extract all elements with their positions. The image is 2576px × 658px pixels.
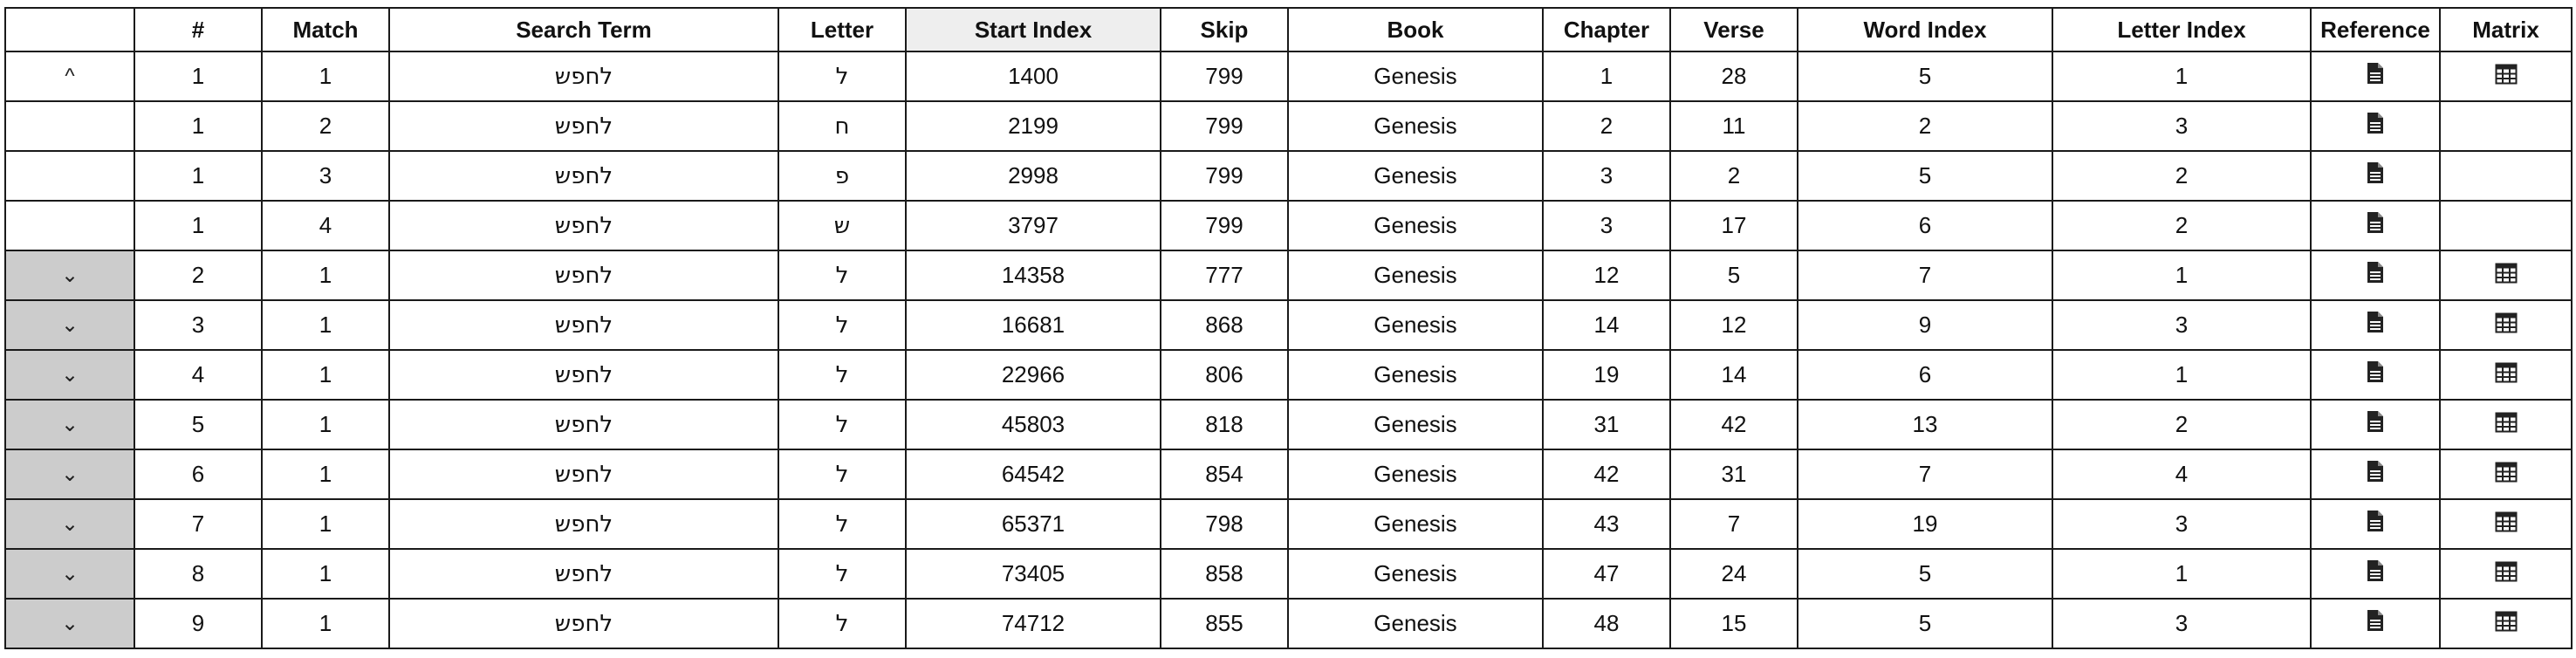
document-icon[interactable] xyxy=(2366,460,2385,489)
letter-index-cell: 1 xyxy=(2052,250,2311,300)
grid-icon[interactable] xyxy=(2495,511,2518,538)
letter-cell: ש xyxy=(778,201,906,250)
chapter-cell: 19 xyxy=(1543,350,1670,400)
number-cell: 8 xyxy=(134,549,262,599)
number-cell: 1 xyxy=(134,51,262,101)
letter-cell: ל xyxy=(778,350,906,400)
skip-cell: 806 xyxy=(1161,350,1288,400)
match-cell: 1 xyxy=(262,599,389,648)
grid-icon[interactable] xyxy=(2495,561,2518,588)
book-cell: Genesis xyxy=(1288,250,1543,300)
collapse-row-toggle[interactable]: ^ xyxy=(5,51,134,101)
letter-index-cell: 3 xyxy=(2052,599,2311,648)
start-index-cell: 65371 xyxy=(906,499,1161,549)
chapter-column-header[interactable]: Chapter xyxy=(1543,8,1670,51)
letter-column-header[interactable]: Letter xyxy=(778,8,906,51)
match-cell: 1 xyxy=(262,449,389,499)
match-cell: 1 xyxy=(262,549,389,599)
number-cell: 7 xyxy=(134,499,262,549)
document-icon[interactable] xyxy=(2366,211,2385,240)
word-index-cell: 7 xyxy=(1798,449,2052,499)
grid-icon[interactable] xyxy=(2495,263,2518,290)
number-cell: 1 xyxy=(134,151,262,201)
match-cell: 1 xyxy=(262,51,389,101)
skip-cell: 818 xyxy=(1161,400,1288,449)
matrix-cell xyxy=(2440,101,2572,151)
verse-cell: 15 xyxy=(1670,599,1798,648)
book-cell: Genesis xyxy=(1288,151,1543,201)
chapter-cell: 3 xyxy=(1543,201,1670,250)
verse-cell: 24 xyxy=(1670,549,1798,599)
search-term-cell: לחפש xyxy=(389,449,778,499)
grid-icon[interactable] xyxy=(2495,412,2518,439)
reference-cell xyxy=(2311,51,2440,101)
letter-index-cell: 1 xyxy=(2052,51,2311,101)
word-index-cell: 5 xyxy=(1798,599,2052,648)
matrix-cell xyxy=(2440,300,2572,350)
grid-icon[interactable] xyxy=(2495,611,2518,638)
number-column-header[interactable]: # xyxy=(134,8,262,51)
matrix-cell xyxy=(2440,499,2572,549)
table-row xyxy=(5,449,2572,499)
book-cell: Genesis xyxy=(1288,350,1543,400)
word-index-cell: 9 xyxy=(1798,300,2052,350)
chapter-cell: 2 xyxy=(1543,101,1670,151)
verse-cell: 28 xyxy=(1670,51,1798,101)
table-row xyxy=(5,101,2572,151)
number-cell: 9 xyxy=(134,599,262,648)
start-index-cell: 16681 xyxy=(906,300,1161,350)
letter-cell: ל xyxy=(778,499,906,549)
table-row xyxy=(5,350,2572,400)
verse-cell: 42 xyxy=(1670,400,1798,449)
document-icon[interactable] xyxy=(2366,609,2385,638)
matrix-cell xyxy=(2440,449,2572,499)
search-term-cell: לחפש xyxy=(389,201,778,250)
verse-column-header[interactable]: Verse xyxy=(1670,8,1798,51)
start-index-cell: 74712 xyxy=(906,599,1161,648)
grid-icon[interactable] xyxy=(2495,362,2518,389)
table-row xyxy=(5,400,2572,449)
word-index-cell: 5 xyxy=(1798,51,2052,101)
start-index-cell: 22966 xyxy=(906,350,1161,400)
skip-cell: 799 xyxy=(1161,151,1288,201)
document-icon[interactable] xyxy=(2366,559,2385,588)
grid-icon[interactable] xyxy=(2495,312,2518,339)
letter-index-cell: 3 xyxy=(2052,101,2311,151)
number-cell: 4 xyxy=(134,350,262,400)
reference-cell xyxy=(2311,250,2440,300)
word-index-cell: 6 xyxy=(1798,350,2052,400)
letter-index-cell: 4 xyxy=(2052,449,2311,499)
document-icon[interactable] xyxy=(2366,261,2385,290)
matrix-cell xyxy=(2440,51,2572,101)
reference-cell xyxy=(2311,151,2440,201)
table-row xyxy=(5,549,2572,599)
letter-cell: ל xyxy=(778,250,906,300)
book-cell: Genesis xyxy=(1288,549,1543,599)
chapter-cell: 48 xyxy=(1543,599,1670,648)
search-term-cell: לחפש xyxy=(389,499,778,549)
book-cell: Genesis xyxy=(1288,201,1543,250)
document-icon[interactable] xyxy=(2366,112,2385,141)
verse-cell: 2 xyxy=(1670,151,1798,201)
start-index-cell: 1400 xyxy=(906,51,1161,101)
expand-row-toggle[interactable]: ⌄ xyxy=(5,250,134,300)
document-icon[interactable] xyxy=(2366,161,2385,190)
matrix-cell xyxy=(2440,151,2572,201)
book-cell: Genesis xyxy=(1288,300,1543,350)
reference-cell xyxy=(2311,599,2440,648)
skip-cell: 798 xyxy=(1161,499,1288,549)
letter-index-cell: 1 xyxy=(2052,549,2311,599)
verse-cell: 31 xyxy=(1670,449,1798,499)
book-cell: Genesis xyxy=(1288,101,1543,151)
expand-row-toggle[interactable]: ⌄ xyxy=(5,350,134,400)
start-index-cell: 14358 xyxy=(906,250,1161,300)
expand-row-toggle[interactable]: ⌄ xyxy=(5,549,134,599)
letter-index-cell: 3 xyxy=(2052,499,2311,549)
search-term-cell: לחפש xyxy=(389,400,778,449)
skip-cell: 799 xyxy=(1161,51,1288,101)
number-cell: 5 xyxy=(134,400,262,449)
expand-row-toggle[interactable]: ⌄ xyxy=(5,599,134,648)
start-index-cell: 45803 xyxy=(906,400,1161,449)
letter-index-cell: 1 xyxy=(2052,350,2311,400)
number-cell: 3 xyxy=(134,300,262,350)
document-icon[interactable] xyxy=(2366,311,2385,339)
letter-cell: ל xyxy=(778,549,906,599)
document-icon[interactable] xyxy=(2366,360,2385,389)
table-body xyxy=(5,51,2572,648)
match-cell: 4 xyxy=(262,201,389,250)
reference-cell xyxy=(2311,499,2440,549)
table-row xyxy=(5,201,2572,250)
skip-cell: 858 xyxy=(1161,549,1288,599)
letter-cell: ל xyxy=(778,51,906,101)
document-icon[interactable] xyxy=(2366,510,2385,538)
table-row xyxy=(5,151,2572,201)
verse-cell: 5 xyxy=(1670,250,1798,300)
letter-cell: ח xyxy=(778,101,906,151)
table-row xyxy=(5,51,2572,101)
matrix-cell xyxy=(2440,250,2572,300)
letter-cell: ל xyxy=(778,300,906,350)
reference-cell xyxy=(2311,350,2440,400)
skip-column-header[interactable]: Skip xyxy=(1161,8,1288,51)
reference-cell xyxy=(2311,101,2440,151)
letter-index-cell: 2 xyxy=(2052,151,2311,201)
skip-cell: 799 xyxy=(1161,101,1288,151)
document-icon[interactable] xyxy=(2366,62,2385,91)
word-index-cell: 5 xyxy=(1798,151,2052,201)
chapter-cell: 42 xyxy=(1543,449,1670,499)
letter-cell: ל xyxy=(778,400,906,449)
grid-icon[interactable] xyxy=(2495,462,2518,489)
chapter-cell: 1 xyxy=(1543,51,1670,101)
start-index-cell: 64542 xyxy=(906,449,1161,499)
start-index-cell: 73405 xyxy=(906,549,1161,599)
empty-toggle-cell xyxy=(5,201,134,250)
matrix-column-header[interactable]: Matrix xyxy=(2440,8,2572,51)
grid-icon[interactable] xyxy=(2495,64,2518,91)
search-term-cell: לחפש xyxy=(389,549,778,599)
chapter-cell: 47 xyxy=(1543,549,1670,599)
document-icon[interactable] xyxy=(2366,410,2385,439)
skip-cell: 777 xyxy=(1161,250,1288,300)
match-cell: 1 xyxy=(262,350,389,400)
matrix-cell xyxy=(2440,350,2572,400)
letter-cell: ל xyxy=(778,599,906,648)
number-cell: 2 xyxy=(134,250,262,300)
skip-cell: 868 xyxy=(1161,300,1288,350)
toggle-column-header xyxy=(5,8,134,51)
letter-index-cell: 2 xyxy=(2052,400,2311,449)
search-term-cell: לחפש xyxy=(389,300,778,350)
search-term-cell: לחפש xyxy=(389,151,778,201)
search-term-column-header[interactable]: Search Term xyxy=(389,8,778,51)
table-row xyxy=(5,300,2572,350)
reference-cell xyxy=(2311,300,2440,350)
start-index-cell: 3797 xyxy=(906,201,1161,250)
match-cell: 3 xyxy=(262,151,389,201)
letter-cell: ל xyxy=(778,449,906,499)
empty-toggle-cell xyxy=(5,101,134,151)
expand-row-toggle[interactable]: ⌄ xyxy=(5,400,134,449)
chapter-cell: 31 xyxy=(1543,400,1670,449)
start-index-column-header[interactable]: Start Index xyxy=(906,8,1161,51)
book-cell: Genesis xyxy=(1288,51,1543,101)
book-cell: Genesis xyxy=(1288,499,1543,549)
number-cell: 1 xyxy=(134,101,262,151)
matrix-cell xyxy=(2440,400,2572,449)
chapter-cell: 12 xyxy=(1543,250,1670,300)
expand-row-toggle[interactable]: ⌄ xyxy=(5,449,134,499)
word-index-cell: 13 xyxy=(1798,400,2052,449)
search-term-cell: לחפש xyxy=(389,599,778,648)
word-index-cell: 6 xyxy=(1798,201,2052,250)
reference-cell xyxy=(2311,201,2440,250)
letter-index-cell: 3 xyxy=(2052,300,2311,350)
start-index-cell: 2998 xyxy=(906,151,1161,201)
results-table xyxy=(4,7,2573,649)
chapter-cell: 3 xyxy=(1543,151,1670,201)
word-index-cell: 7 xyxy=(1798,250,2052,300)
word-index-column-header[interactable]: Word Index xyxy=(1798,8,2052,51)
chapter-cell: 43 xyxy=(1543,499,1670,549)
table-header-row xyxy=(5,8,2572,51)
results-table-container xyxy=(4,7,2573,649)
search-term-cell: לחפש xyxy=(389,350,778,400)
search-term-cell: לחפש xyxy=(389,101,778,151)
matrix-cell xyxy=(2440,201,2572,250)
book-cell: Genesis xyxy=(1288,449,1543,499)
matrix-cell xyxy=(2440,549,2572,599)
verse-cell: 12 xyxy=(1670,300,1798,350)
matrix-cell xyxy=(2440,599,2572,648)
book-cell: Genesis xyxy=(1288,599,1543,648)
skip-cell: 855 xyxy=(1161,599,1288,648)
reference-cell xyxy=(2311,549,2440,599)
table-row xyxy=(5,250,2572,300)
reference-column-header[interactable]: Reference xyxy=(2311,8,2440,51)
verse-cell: 14 xyxy=(1670,350,1798,400)
verse-cell: 17 xyxy=(1670,201,1798,250)
expand-row-toggle[interactable]: ⌄ xyxy=(5,300,134,350)
letter-cell: פ xyxy=(778,151,906,201)
number-cell: 1 xyxy=(134,201,262,250)
reference-cell xyxy=(2311,449,2440,499)
letter-index-cell: 2 xyxy=(2052,201,2311,250)
verse-cell: 11 xyxy=(1670,101,1798,151)
search-term-cell: לחפש xyxy=(389,250,778,300)
match-cell: 1 xyxy=(262,300,389,350)
letter-index-column-header[interactable]: Letter Index xyxy=(2052,8,2311,51)
word-index-cell: 2 xyxy=(1798,101,2052,151)
match-cell: 1 xyxy=(262,400,389,449)
table-row xyxy=(5,599,2572,648)
table-row xyxy=(5,499,2572,549)
match-column-header[interactable]: Match xyxy=(262,8,389,51)
number-cell: 6 xyxy=(134,449,262,499)
chapter-cell: 14 xyxy=(1543,300,1670,350)
match-cell: 1 xyxy=(262,250,389,300)
book-cell: Genesis xyxy=(1288,400,1543,449)
reference-cell xyxy=(2311,400,2440,449)
verse-cell: 7 xyxy=(1670,499,1798,549)
book-column-header[interactable]: Book xyxy=(1288,8,1543,51)
word-index-cell: 5 xyxy=(1798,549,2052,599)
expand-row-toggle[interactable]: ⌄ xyxy=(5,499,134,549)
word-index-cell: 19 xyxy=(1798,499,2052,549)
start-index-cell: 2199 xyxy=(906,101,1161,151)
match-cell: 2 xyxy=(262,101,389,151)
empty-toggle-cell xyxy=(5,151,134,201)
skip-cell: 854 xyxy=(1161,449,1288,499)
search-term-cell: לחפש xyxy=(389,51,778,101)
skip-cell: 799 xyxy=(1161,201,1288,250)
match-cell: 1 xyxy=(262,499,389,549)
